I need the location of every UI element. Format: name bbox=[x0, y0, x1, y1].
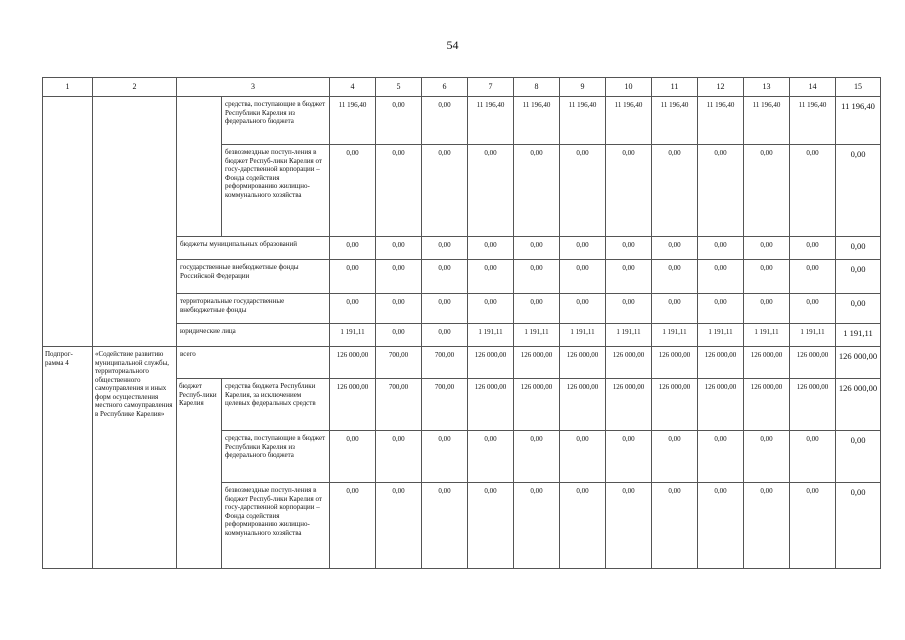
column-number: 13 bbox=[744, 78, 790, 97]
value-cell: 0,00 bbox=[698, 431, 744, 483]
value-cell: 126 000,00 bbox=[790, 347, 836, 379]
value-cell: 0,00 bbox=[744, 145, 790, 237]
value-cell: 0,00 bbox=[514, 294, 560, 324]
value-cell: 0,00 bbox=[422, 294, 468, 324]
value-cell: 126 000,00 bbox=[698, 379, 744, 431]
value-cell: 0,00 bbox=[790, 237, 836, 260]
value-cell: 0,00 bbox=[652, 294, 698, 324]
value-cell: 0,00 bbox=[560, 260, 606, 294]
value-cell: 126 000,00 bbox=[790, 379, 836, 431]
column-number: 8 bbox=[514, 78, 560, 97]
value-cell: 0,00 bbox=[422, 483, 468, 569]
column-number: 9 bbox=[560, 78, 606, 97]
value-cell: 0,00 bbox=[514, 431, 560, 483]
value-cell: 0,00 bbox=[652, 237, 698, 260]
column-number: 15 bbox=[836, 78, 881, 97]
value-cell: 0,00 bbox=[652, 431, 698, 483]
value-cell: 0,00 bbox=[560, 483, 606, 569]
value-cell: 0,00 bbox=[468, 431, 514, 483]
column-number: 12 bbox=[698, 78, 744, 97]
value-cell: 126 000,00 bbox=[514, 347, 560, 379]
budget-table bbox=[42, 77, 881, 569]
value-cell: 0,00 bbox=[422, 260, 468, 294]
value-cell: 0,00 bbox=[652, 260, 698, 294]
value-cell: 11 196,40 bbox=[560, 97, 606, 145]
column-number: 7 bbox=[468, 78, 514, 97]
value-cell: 0,00 bbox=[606, 145, 652, 237]
value-cell: 0,00 bbox=[744, 483, 790, 569]
value-cell: 1 191,11 bbox=[698, 324, 744, 347]
value-cell: 126 000,00 bbox=[560, 379, 606, 431]
value-cell: 0,00 bbox=[468, 145, 514, 237]
value-cell: 0,00 bbox=[330, 431, 376, 483]
value-cell: 0,00 bbox=[836, 145, 881, 237]
value-cell: 0,00 bbox=[698, 483, 744, 569]
funding-source: бюджеты муниципальных образований bbox=[177, 237, 330, 260]
funding-source: государственные внебюджетные фонды Российской Федерации bbox=[177, 260, 330, 294]
value-cell: 126 000,00 bbox=[330, 379, 376, 431]
value-cell: 126 000,00 bbox=[468, 379, 514, 431]
value-cell: 0,00 bbox=[330, 294, 376, 324]
funding-source: средства бюджета Республики Карелия, за исключением целевых федеральных средств bbox=[222, 379, 330, 431]
value-cell: 0,00 bbox=[606, 294, 652, 324]
value-cell: 126 000,00 bbox=[836, 379, 881, 431]
program-name-cell: «Содействие развитию муниципальной службы, территориального общественного самоуправления и иных форм осуществления местного самоуправления в Республике Карелия» bbox=[93, 347, 177, 569]
value-cell: 11 196,40 bbox=[606, 97, 652, 145]
page-number: 54 bbox=[446, 38, 459, 52]
value-cell: 126 000,00 bbox=[744, 379, 790, 431]
column-number: 3 bbox=[177, 78, 330, 97]
value-cell: 0,00 bbox=[514, 145, 560, 237]
column-number-row bbox=[43, 78, 881, 97]
value-cell: 0,00 bbox=[836, 237, 881, 260]
value-cell: 0,00 bbox=[698, 294, 744, 324]
value-cell: 126 000,00 bbox=[606, 347, 652, 379]
funding-source: безвозмездные поступ-ления в бюджет Респуб-лики Карелия от госу-дарственной корпорации – Фонда содействия реформированию жилищно-коммунального хозяйства bbox=[222, 145, 330, 237]
value-cell: 700,00 bbox=[422, 379, 468, 431]
value-cell: 0,00 bbox=[790, 260, 836, 294]
value-cell: 0,00 bbox=[514, 237, 560, 260]
value-cell: 0,00 bbox=[376, 260, 422, 294]
value-cell: 0,00 bbox=[376, 483, 422, 569]
value-cell: 0,00 bbox=[790, 431, 836, 483]
value-cell: 1 191,11 bbox=[330, 324, 376, 347]
value-cell: 1 191,11 bbox=[652, 324, 698, 347]
value-cell: 11 196,40 bbox=[330, 97, 376, 145]
value-cell: 0,00 bbox=[376, 237, 422, 260]
column-number: 4 bbox=[330, 78, 376, 97]
value-cell: 0,00 bbox=[376, 431, 422, 483]
value-cell: 1 191,11 bbox=[836, 324, 881, 347]
value-cell: 0,00 bbox=[422, 431, 468, 483]
value-cell: 126 000,00 bbox=[836, 347, 881, 379]
funding-source: средства, поступающие в бюджет Республики Карелия из федерального бюджета bbox=[222, 97, 330, 145]
value-cell: 0,00 bbox=[652, 483, 698, 569]
value-cell: 0,00 bbox=[330, 237, 376, 260]
value-cell: 11 196,40 bbox=[744, 97, 790, 145]
value-cell: 0,00 bbox=[376, 324, 422, 347]
column-number: 5 bbox=[376, 78, 422, 97]
value-cell: 126 000,00 bbox=[744, 347, 790, 379]
value-cell: 0,00 bbox=[468, 260, 514, 294]
value-cell: 126 000,00 bbox=[560, 347, 606, 379]
value-cell: 11 196,40 bbox=[790, 97, 836, 145]
value-cell: 0,00 bbox=[606, 431, 652, 483]
value-cell: 1 191,11 bbox=[790, 324, 836, 347]
value-cell: 0,00 bbox=[514, 483, 560, 569]
funding-source: юридические лица bbox=[177, 324, 330, 347]
table-row bbox=[43, 97, 881, 145]
value-cell: 1 191,11 bbox=[514, 324, 560, 347]
value-cell: 126 000,00 bbox=[514, 379, 560, 431]
value-cell: 11 196,40 bbox=[468, 97, 514, 145]
value-cell: 0,00 bbox=[422, 145, 468, 237]
value-cell: 11 196,40 bbox=[836, 97, 881, 145]
value-cell: 0,00 bbox=[606, 237, 652, 260]
value-cell: 0,00 bbox=[468, 237, 514, 260]
funding-source: территориальные государственные внебюджетные фонды bbox=[177, 294, 330, 324]
column-number: 14 bbox=[790, 78, 836, 97]
value-cell: 126 000,00 bbox=[652, 379, 698, 431]
value-cell: 0,00 bbox=[560, 431, 606, 483]
column-number: 6 bbox=[422, 78, 468, 97]
value-cell: 1 191,11 bbox=[744, 324, 790, 347]
value-cell: 0,00 bbox=[836, 431, 881, 483]
value-cell: 0,00 bbox=[790, 483, 836, 569]
value-cell: 0,00 bbox=[698, 145, 744, 237]
column-number: 2 bbox=[93, 78, 177, 97]
value-cell: 0,00 bbox=[836, 260, 881, 294]
value-cell: 0,00 bbox=[560, 145, 606, 237]
column-number: 1 bbox=[43, 78, 93, 97]
value-cell: 0,00 bbox=[422, 97, 468, 145]
value-cell: 0,00 bbox=[744, 294, 790, 324]
value-cell: 0,00 bbox=[514, 260, 560, 294]
funding-source: средства, поступающие в бюджет Республики Карелия из федерального бюджета bbox=[222, 431, 330, 483]
value-cell: 0,00 bbox=[422, 324, 468, 347]
table-row bbox=[43, 347, 881, 379]
value-cell: 0,00 bbox=[376, 97, 422, 145]
value-cell: 0,00 bbox=[744, 431, 790, 483]
value-cell: 11 196,40 bbox=[698, 97, 744, 145]
value-cell: 0,00 bbox=[330, 483, 376, 569]
status-cell: Подпрог-рамма 4 bbox=[43, 347, 93, 569]
budget-group-cell bbox=[177, 97, 222, 237]
value-cell: 0,00 bbox=[836, 483, 881, 569]
value-cell: 0,00 bbox=[606, 260, 652, 294]
status-cell bbox=[43, 97, 93, 347]
value-cell: 1 191,11 bbox=[468, 324, 514, 347]
value-cell: 126 000,00 bbox=[606, 379, 652, 431]
program-name-cell bbox=[93, 97, 177, 347]
value-cell: 0,00 bbox=[422, 237, 468, 260]
value-cell: 0,00 bbox=[790, 294, 836, 324]
value-cell: 0,00 bbox=[560, 294, 606, 324]
value-cell: 126 000,00 bbox=[468, 347, 514, 379]
value-cell: 0,00 bbox=[468, 483, 514, 569]
value-cell: 11 196,40 bbox=[514, 97, 560, 145]
funding-source: безвозмездные поступ-ления в бюджет Респуб-лики Карелия от госу-дарственной корпорации – Фонда содействия реформированию жилищно-коммунального хозяйства bbox=[222, 483, 330, 569]
budget-group-cell: бюджет Респуб-лики Карелия bbox=[177, 379, 222, 569]
value-cell: 700,00 bbox=[376, 347, 422, 379]
value-cell: 0,00 bbox=[330, 260, 376, 294]
value-cell: 0,00 bbox=[698, 260, 744, 294]
value-cell: 126 000,00 bbox=[698, 347, 744, 379]
value-cell: 1 191,11 bbox=[560, 324, 606, 347]
value-cell: 0,00 bbox=[652, 145, 698, 237]
value-cell: 0,00 bbox=[836, 294, 881, 324]
value-cell: 0,00 bbox=[560, 237, 606, 260]
column-number: 11 bbox=[652, 78, 698, 97]
column-number: 10 bbox=[606, 78, 652, 97]
value-cell: 0,00 bbox=[468, 294, 514, 324]
value-cell: 700,00 bbox=[376, 379, 422, 431]
value-cell: 11 196,40 bbox=[652, 97, 698, 145]
value-cell: 700,00 bbox=[422, 347, 468, 379]
value-cell: 0,00 bbox=[376, 145, 422, 237]
value-cell: 0,00 bbox=[698, 237, 744, 260]
value-cell: 126 000,00 bbox=[652, 347, 698, 379]
value-cell: 126 000,00 bbox=[330, 347, 376, 379]
value-cell: 0,00 bbox=[744, 237, 790, 260]
value-cell: 0,00 bbox=[376, 294, 422, 324]
value-cell: 1 191,11 bbox=[606, 324, 652, 347]
value-cell: 0,00 bbox=[606, 483, 652, 569]
funding-source: всего bbox=[177, 347, 330, 379]
value-cell: 0,00 bbox=[744, 260, 790, 294]
value-cell: 0,00 bbox=[330, 145, 376, 237]
value-cell: 0,00 bbox=[790, 145, 836, 237]
